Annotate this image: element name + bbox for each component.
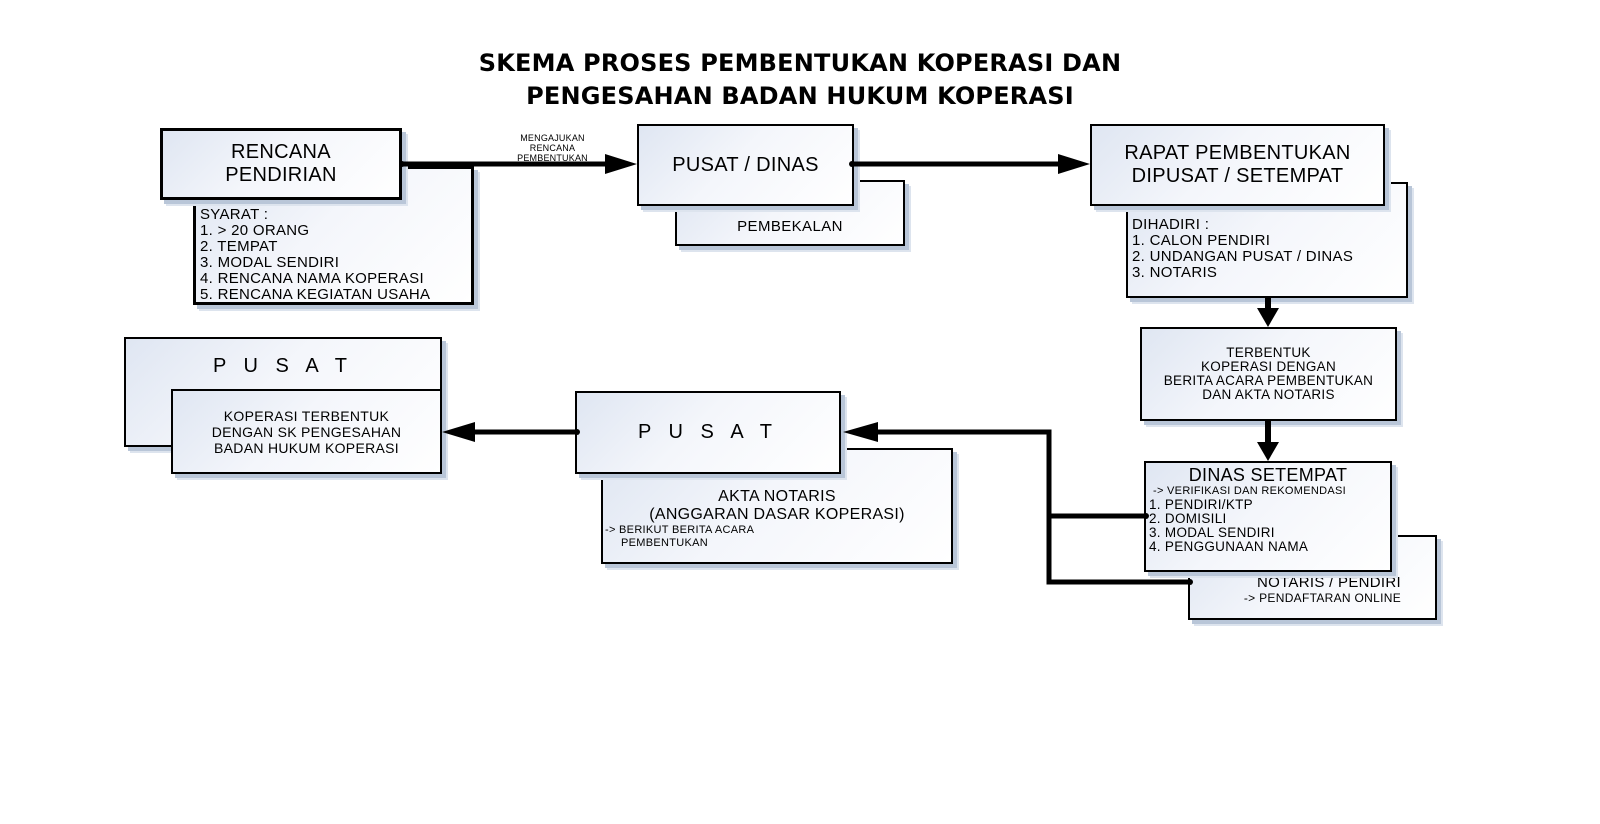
edge-label-line: RENCANA	[529, 143, 576, 153]
diagram-title-line-2: PENGESAHAN BADAN HUKUM KOPERASI	[526, 82, 1074, 110]
arrow-pusat-dinas-to-rapat	[849, 154, 1090, 174]
akta-title-line-2: (ANGGARAN DASAR KOPERASI)	[649, 506, 905, 523]
pembekalan-label: PEMBEKALAN	[737, 217, 843, 235]
pusat-dinas-node	[637, 124, 854, 206]
pusat-dinas-title: PUSAT / DINAS	[672, 153, 819, 176]
arrow-rapat-to-terbentuk	[1257, 297, 1279, 327]
dihadiri-item: 1. CALON PENDIRI	[1132, 232, 1271, 249]
dinas-item: 1. PENDIRI/KTP	[1149, 497, 1253, 512]
dinas-item: 2. DOMISILI	[1149, 511, 1227, 526]
syarat-item: 5. RENCANA KEGIATAN USAHA	[200, 286, 431, 303]
notaris-sub: -> PENDAFTARAN ONLINE	[1243, 591, 1401, 605]
terbentuk-line: KOPERASI DENGAN	[1200, 359, 1337, 374]
rapat-pembentukan-node	[1090, 124, 1385, 206]
syarat-item: 2. TEMPAT	[200, 238, 278, 255]
diagram-title-line-1: SKEMA PROSES PEMBENTUKAN KOPERASI DAN	[478, 49, 1122, 77]
edge-label-line: MENGAJUKAN	[520, 133, 585, 143]
arrow-terbentuk-to-dinas-setempat	[1257, 421, 1279, 461]
syarat-heading: SYARAT :	[200, 206, 269, 223]
pusat-middle-node	[575, 391, 841, 474]
dinas-item: 3. MODAL SENDIRI	[1149, 525, 1275, 540]
notaris-title: NOTARIS / PENDIRI	[1256, 574, 1401, 591]
koperasi-terbentuk-box	[171, 389, 442, 474]
rencana-pendirian-node	[160, 128, 402, 200]
terbentuk-line: DAN AKTA NOTARIS	[1202, 387, 1335, 402]
dinas-setempat-title: DINAS SETEMPAT	[1188, 465, 1348, 485]
arrow-pusat-to-pusat-final	[442, 422, 580, 442]
dinas-setempat-subheading: -> VERIFIKASI DAN REKOMENDASI	[1153, 485, 1346, 497]
terbentuk-node	[1140, 327, 1397, 421]
dinas-setempat-node	[1144, 461, 1392, 572]
terbentuk-line: TERBENTUK	[1226, 345, 1311, 360]
akta-title-line-1: AKTA NOTARIS	[718, 488, 836, 505]
koperasi-terbentuk-line: DENGAN SK PENGESAHAN	[211, 423, 402, 440]
dihadiri-item: 2. UNDANGAN PUSAT / DINAS	[1132, 248, 1354, 265]
koperasi-terbentuk-line: BADAN HUKUM KOPERASI	[214, 439, 399, 456]
rencana-title-line-1: RENCANA	[231, 141, 331, 163]
edge-label-mengajukan	[500, 133, 605, 163]
syarat-item: 1. > 20 ORANG	[200, 222, 310, 239]
rapat-title-line-1: RAPAT PEMBENTUKAN	[1124, 142, 1351, 164]
rencana-title-line-2: PENDIRIAN	[225, 164, 337, 186]
syarat-item: 3. MODAL SENDIRI	[200, 254, 340, 271]
rapat-title-line-2: DIPUSAT / SETEMPAT	[1131, 165, 1344, 187]
terbentuk-line: BERITA ACARA PEMBENTUKAN	[1163, 373, 1374, 388]
edge-label-line: PEMBENTUKAN	[517, 153, 588, 163]
dihadiri-heading: DIHADIRI :	[1132, 216, 1210, 233]
pusat-final-title: P U S A T	[213, 355, 353, 377]
dihadiri-item: 3. NOTARIS	[1132, 264, 1218, 281]
akta-note-line-2: PEMBENTUKAN	[621, 537, 709, 549]
dinas-item: 4. PENGGUNAAN NAMA	[1149, 539, 1309, 554]
koperasi-terbentuk-line: KOPERASI TERBENTUK	[223, 407, 390, 424]
akta-note-line-1: -> BERIKUT BERITA ACARA	[605, 524, 755, 536]
pusat-middle-title: P U S A T	[638, 421, 778, 443]
syarat-item: 4. RENCANA NAMA KOPERASI	[200, 270, 424, 287]
